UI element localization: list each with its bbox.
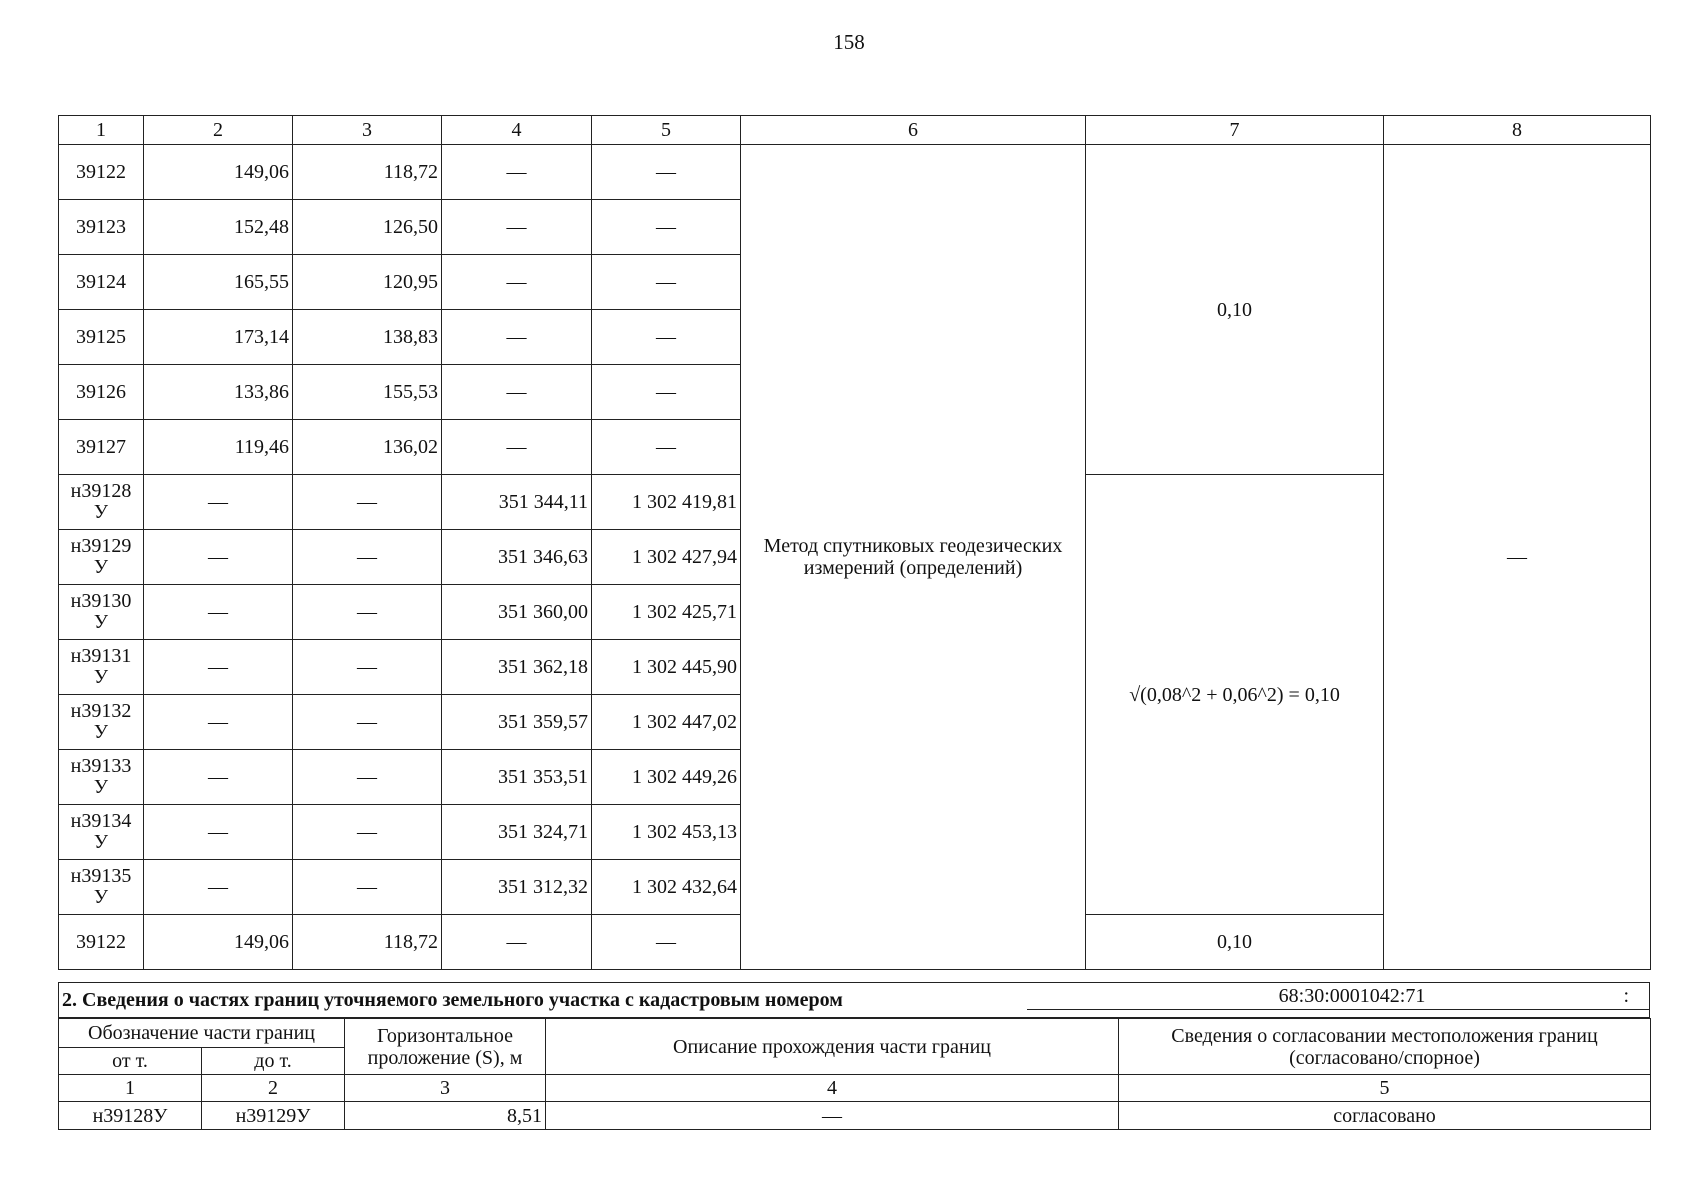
section-2-title-table — [58, 982, 1650, 1018]
coordinate-y-new: 1 302 432,64 — [592, 860, 741, 915]
section-2-title: 2. Сведения о частях границ уточняемого земельного участка с кадастровым номером — [62, 989, 843, 1011]
coordinate-y-new: — — [592, 200, 741, 255]
column-header: 6 — [741, 116, 1086, 145]
parts-header-row — [59, 1019, 1651, 1048]
point-id: н39134 У — [59, 805, 144, 860]
boundary-parts-table — [58, 1018, 1651, 1130]
coordinate-y-old: — — [293, 860, 442, 915]
coordinate-x-old: 152,48 — [144, 200, 293, 255]
coordinates-table — [58, 115, 1651, 970]
coordinate-y-new: 1 302 445,90 — [592, 640, 741, 695]
coordinate-x-new: 351 324,71 — [442, 805, 592, 860]
point-id: н39128 У — [59, 475, 144, 530]
coordinate-x-new: 351 362,18 — [442, 640, 592, 695]
coordinate-x-new: — — [442, 420, 592, 475]
coordinate-y-new: 1 302 447,02 — [592, 695, 741, 750]
column-8-value: — — [1384, 145, 1651, 970]
coordinate-y-new: 1 302 427,94 — [592, 530, 741, 585]
coordinate-x-new: 351 346,63 — [442, 530, 592, 585]
coordinate-x-old: 165,55 — [144, 255, 293, 310]
coordinate-x-old: — — [144, 860, 293, 915]
column-header: 5 — [592, 116, 741, 145]
column-header: 3 — [293, 116, 442, 145]
coordinate-x-new: 351 344,11 — [442, 475, 592, 530]
column-number: 4 — [546, 1075, 1119, 1102]
coordinate-y-new: — — [592, 145, 741, 200]
coordinate-x-old: — — [144, 750, 293, 805]
coordinate-x-old: 119,46 — [144, 420, 293, 475]
coordinate-y-old: — — [293, 805, 442, 860]
table-row — [59, 1102, 1651, 1130]
column-number: 2 — [202, 1075, 345, 1102]
coordinate-x-new: 351 353,51 — [442, 750, 592, 805]
column-header: 7 — [1086, 116, 1384, 145]
point-id: 39126 — [59, 365, 144, 420]
coordinate-y-old: 126,50 — [293, 200, 442, 255]
table-row — [59, 145, 1651, 200]
coordinate-y-old: 118,72 — [293, 915, 442, 970]
point-id: 39127 — [59, 420, 144, 475]
coordinate-y-old: — — [293, 585, 442, 640]
horizontal-header: Горизонтальное проложение (S), м — [345, 1019, 546, 1075]
column-number: 5 — [1119, 1075, 1651, 1102]
point-id: н39129 У — [59, 530, 144, 585]
coordinate-y-new: 1 302 453,13 — [592, 805, 741, 860]
coordinate-y-new: — — [592, 420, 741, 475]
column-header: 4 — [442, 116, 592, 145]
point-id: 39122 — [59, 915, 144, 970]
coordinate-x-new: — — [442, 915, 592, 970]
point-id: н39130 У — [59, 585, 144, 640]
designation-header: Обозначение части границ — [59, 1019, 345, 1048]
agreement-status: согласовано — [1119, 1102, 1651, 1130]
point-id: н39135 У — [59, 860, 144, 915]
coordinate-x-old: — — [144, 640, 293, 695]
coordinate-x-new: — — [442, 200, 592, 255]
coordinate-x-new: — — [442, 145, 592, 200]
accuracy-bottom: 0,10 — [1086, 915, 1384, 970]
to-header: до т. — [202, 1048, 345, 1075]
coordinate-y-new: 1 302 449,26 — [592, 750, 741, 805]
from-point: н39128У — [59, 1102, 202, 1130]
point-id: н39132 У — [59, 695, 144, 750]
page-number: 158 — [833, 30, 865, 54]
accuracy-formula: √(0,08^2 + 0,06^2) = 0,10 — [1086, 475, 1384, 915]
to-point: н39129У — [202, 1102, 345, 1130]
column-number: 3 — [345, 1075, 546, 1102]
accuracy-top: 0,10 — [1086, 145, 1384, 475]
section-2-heading-cell — [59, 983, 1650, 1018]
coordinate-x-old: — — [144, 585, 293, 640]
cadastral-number: 68:30:0001042:71 — [1027, 985, 1650, 1010]
coordinate-y-old: 155,53 — [293, 365, 442, 420]
method-cell: Метод спутниковых геодезических измерений (определений) — [741, 145, 1086, 970]
coordinate-y-old: — — [293, 640, 442, 695]
coordinate-y-new: — — [592, 255, 741, 310]
part-description: — — [546, 1102, 1119, 1130]
parts-number-row — [59, 1075, 1651, 1102]
horizontal-distance: 8,51 — [345, 1102, 546, 1130]
coordinate-x-new: 351 359,57 — [442, 695, 592, 750]
coordinate-y-new: — — [592, 310, 741, 365]
from-header: от т. — [59, 1048, 202, 1075]
coordinate-y-old: 136,02 — [293, 420, 442, 475]
coordinate-x-old: — — [144, 530, 293, 585]
description-header: Описание прохождения части границ — [546, 1019, 1119, 1075]
coordinate-y-new: 1 302 419,81 — [592, 475, 741, 530]
coordinate-x-old: 133,86 — [144, 365, 293, 420]
coordinate-y-old: 118,72 — [293, 145, 442, 200]
column-header: 8 — [1384, 116, 1651, 145]
column-header: 2 — [144, 116, 293, 145]
coordinate-y-old: — — [293, 695, 442, 750]
coordinate-x-old: 173,14 — [144, 310, 293, 365]
point-id: 39124 — [59, 255, 144, 310]
point-id: 39125 — [59, 310, 144, 365]
coordinate-y-new: — — [592, 365, 741, 420]
coordinate-x-old: 149,06 — [144, 915, 293, 970]
section-2-colon: : — [1623, 985, 1629, 1007]
agreement-header: Сведения о согласовании местоположения границ (согласовано/спорное) — [1119, 1019, 1651, 1075]
coordinate-x-old: — — [144, 805, 293, 860]
coordinate-y-old: — — [293, 475, 442, 530]
coordinate-x-new: — — [442, 310, 592, 365]
coordinate-y-old: — — [293, 530, 442, 585]
coordinate-y-old: 138,83 — [293, 310, 442, 365]
point-id: н39131 У — [59, 640, 144, 695]
point-id: 39123 — [59, 200, 144, 255]
point-id: 39122 — [59, 145, 144, 200]
coordinate-x-new: — — [442, 365, 592, 420]
coordinate-y-new: 1 302 425,71 — [592, 585, 741, 640]
point-id: н39133 У — [59, 750, 144, 805]
coordinate-x-old: — — [144, 475, 293, 530]
coordinate-y-old: 120,95 — [293, 255, 442, 310]
coordinate-x-new: 351 312,32 — [442, 860, 592, 915]
column-number: 1 — [59, 1075, 202, 1102]
coordinate-x-new: — — [442, 255, 592, 310]
coordinate-x-old: 149,06 — [144, 145, 293, 200]
column-header: 1 — [59, 116, 144, 145]
coordinate-y-old: — — [293, 750, 442, 805]
coordinate-y-new: — — [592, 915, 741, 970]
coordinate-x-new: 351 360,00 — [442, 585, 592, 640]
table-header-row — [59, 116, 1651, 145]
coordinate-x-old: — — [144, 695, 293, 750]
